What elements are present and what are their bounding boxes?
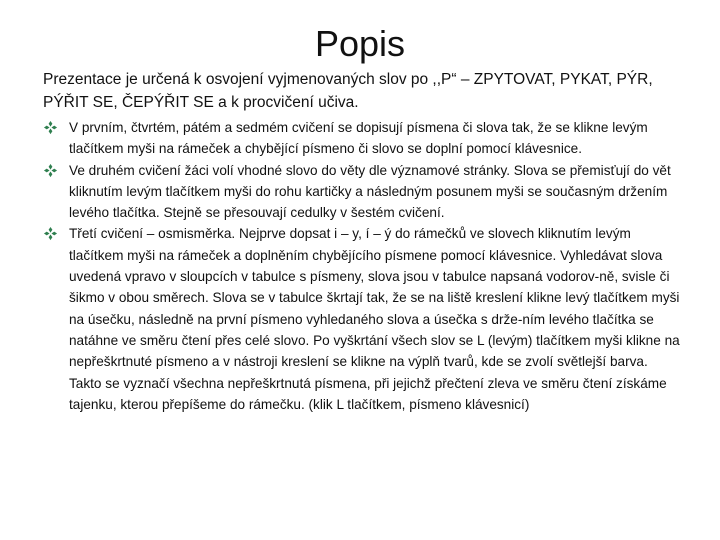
bullet-text: V prvním, čtvrtém, pátém a sedmém cvičení se dopisují písmena či slova tak, že se klikne levým tlačítkem myši na rámeček a chybějící písmeno či slovo se doplní pomocí klávesnice. xyxy=(69,120,648,157)
bullet-text: Třetí cvičení – osmisměrka. Nejprve dopsat i – y, í – ý do rámečků ve slovech kliknutím levým tlačítkem myši na rámeček a doplněním chybějícího písmene pomocí klávesnice. Vyhledávat slova uvedená vpravo v sloupcích v tabulce s písmeny, slova jsou v tabulce napsaná vodorov-ně, svisle či šikmo v obou směrech. Slova se v tabulce škrtají tak, že se na liště kreslení klikne levý tlačítkem myši na úsečku, následně na první písmeno vyhledaného slova a úsečka s drže-ním levého tlačítka se natáhne ve směru čtení přes celé slovo. Po vyškrtání všech slov se L (levým) tlačítkem myši klikne na nepřeškrtnuté písmeno a v nástroji kreslení se klikne na výplň tvarů, kde se zvolí světlejší barva. Takto se vyznačí všechna nepřeškrtnutá písmena, při jejichž přečtení zleva ve směru čtení získáme tajenku, kterou přepíšeme do rámečku. (klik L tlačítkem, písmeno klávesnicí) xyxy=(69,226,680,412)
diamond-bullet-icon xyxy=(43,120,58,135)
diamond-bullet-icon xyxy=(43,163,58,178)
bullet-item xyxy=(43,160,683,224)
bullet-list xyxy=(43,117,683,415)
diamond-bullet-icon xyxy=(43,226,58,241)
slide-title: Popis xyxy=(314,23,406,64)
bullet-item xyxy=(43,223,683,415)
bullet-item xyxy=(43,117,683,160)
intro-paragraph: Prezentace je určená k osvojení vyjmenovaných slov po ,,P“ – ZPYTOVAT, PYKAT, PÝR, PÝŘIT SE, ČEPÝŘIT SE a k procvičení učiva. xyxy=(43,71,653,111)
bullet-text: Ve druhém cvičení žáci volí vhodné slovo do věty dle významové stránky. Slova se přemisťují do vět kliknutím levým tlačítkem myši do rohu kartičky a následným posunem myši se současným držením levého tlačítka. Stejně se přesouvají cedulky v šestém cvičení. xyxy=(69,162,671,221)
